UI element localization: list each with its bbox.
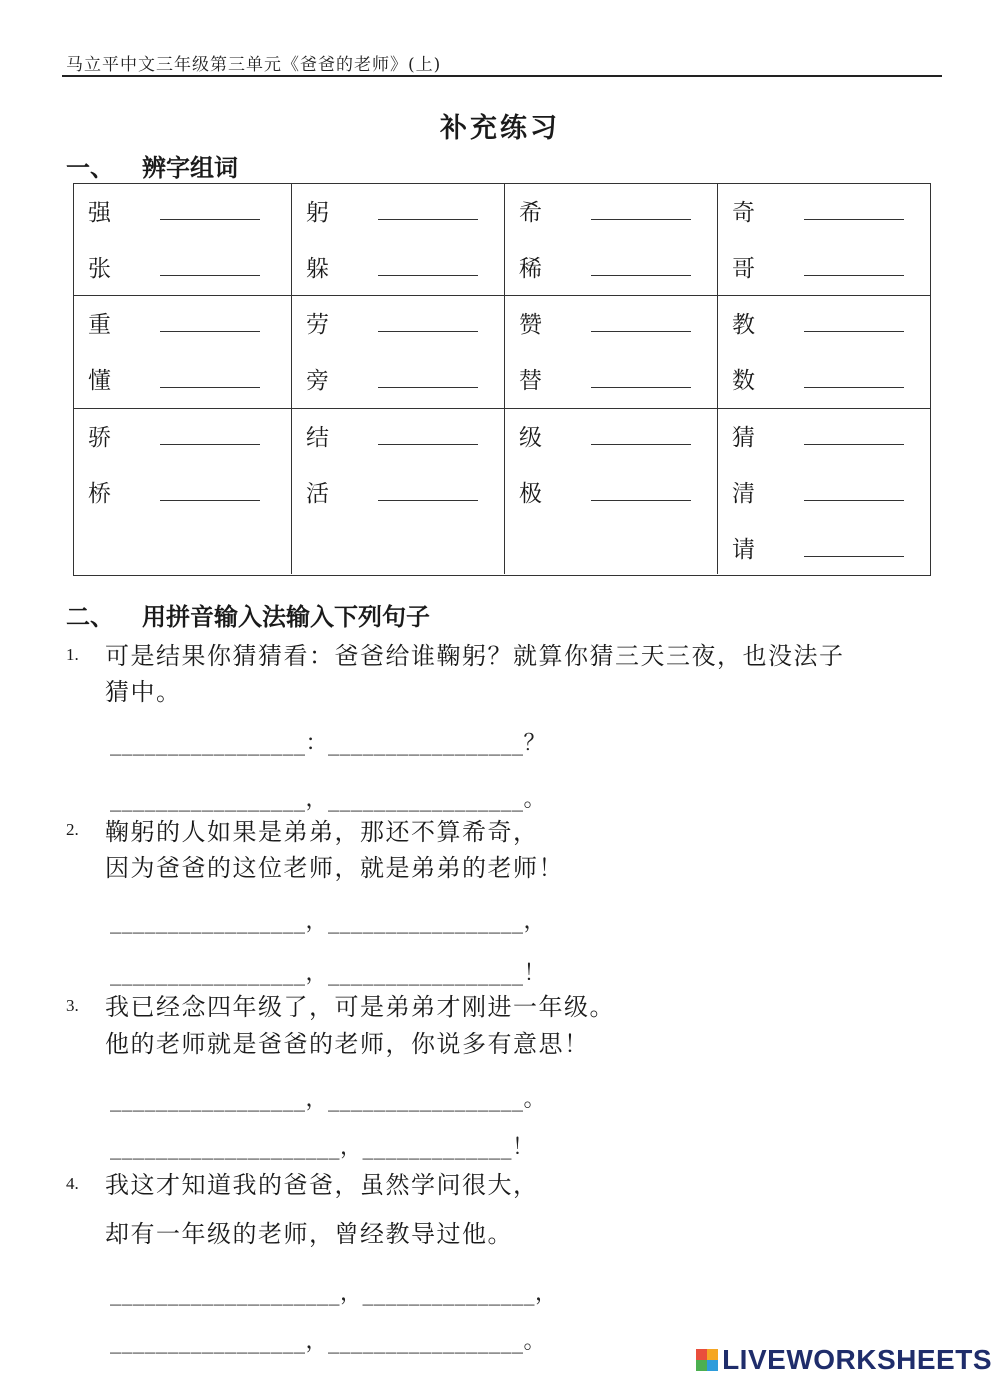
grid-character: 希	[519, 200, 542, 226]
page-title: 补充练习	[440, 113, 560, 144]
grid-character: 赞	[519, 312, 542, 338]
question-4-answer-1[interactable]: ____________________，_______________，	[110, 1281, 558, 1306]
question-1-answer-1[interactable]: _________________：_________________？	[110, 731, 547, 756]
char-pair	[88, 419, 260, 452]
logo-square	[707, 1349, 718, 1360]
grid-cell	[505, 409, 718, 574]
grid-character: 躲	[306, 256, 329, 282]
page-header: 马立平中文三年级第三单元《爸爸的老师》(上)	[66, 55, 442, 75]
grid-row	[74, 184, 930, 296]
grid-character: 重	[88, 312, 111, 338]
char-pair	[732, 306, 904, 339]
section-2-label: 用拼音输入法输入下列句子	[142, 602, 430, 631]
word-blank-input[interactable]	[804, 218, 904, 220]
grid-character: 骄	[88, 425, 111, 451]
char-pair	[732, 362, 904, 395]
grid-character: 猜	[732, 425, 755, 451]
logo-text: LIVEWORKSHEETS	[722, 1344, 992, 1375]
grid-cell	[74, 296, 292, 408]
grid-character: 清	[732, 481, 755, 507]
char-pair	[306, 362, 478, 395]
word-blank-input[interactable]	[378, 386, 478, 388]
question-3-line-1: 我已经念四年级了，可是弟弟才刚进一年级。	[105, 993, 615, 1021]
char-pair	[306, 250, 478, 283]
section-1-number: 一、	[66, 153, 114, 182]
word-blank-input[interactable]	[804, 274, 904, 276]
question-3-answer-2[interactable]: ____________________，_____________！	[110, 1135, 535, 1160]
section-2-title	[66, 597, 430, 632]
word-blank-input[interactable]	[378, 499, 478, 501]
char-pair	[306, 419, 478, 452]
char-pair	[88, 362, 260, 395]
word-blank-input[interactable]	[804, 555, 904, 557]
char-pair	[519, 475, 691, 508]
char-pair	[732, 250, 904, 283]
word-blank-input[interactable]	[160, 330, 260, 332]
word-blank-input[interactable]	[160, 218, 260, 220]
grid-character: 请	[732, 537, 755, 563]
header-divider	[62, 75, 942, 77]
grid-character: 劳	[306, 312, 329, 338]
word-blank-input[interactable]	[804, 443, 904, 445]
grid-cell	[505, 296, 718, 408]
char-pair	[732, 419, 904, 452]
grid-character: 稀	[519, 256, 542, 282]
char-pair	[519, 250, 691, 283]
question-2-line-1: 鞠躬的人如果是弟弟，那还不算希奇，	[105, 818, 539, 846]
grid-cell	[718, 409, 930, 574]
char-pair	[732, 475, 904, 508]
char-pair	[519, 362, 691, 395]
grid-cell	[292, 184, 505, 295]
word-blank-input[interactable]	[804, 386, 904, 388]
grid-character: 级	[519, 425, 542, 451]
question-3-line-2: 他的老师就是爸爸的老师，你说多有意思！	[105, 1030, 590, 1058]
grid-character: 教	[732, 312, 755, 338]
word-blank-input[interactable]	[378, 274, 478, 276]
grid-character: 替	[519, 368, 542, 394]
word-blank-input[interactable]	[160, 274, 260, 276]
word-blank-input[interactable]	[591, 499, 691, 501]
char-pair	[732, 194, 904, 227]
grid-character: 结	[306, 425, 329, 451]
question-4-number: 4.	[66, 1174, 79, 1193]
grid-cell	[292, 296, 505, 408]
char-pair	[306, 306, 478, 339]
question-1-line-2: 猜中。	[105, 678, 182, 706]
char-pair	[88, 306, 260, 339]
logo-square	[707, 1360, 718, 1371]
word-blank-input[interactable]	[160, 499, 260, 501]
logo-square	[696, 1360, 707, 1371]
grid-character: 躬	[306, 200, 329, 226]
grid-row	[74, 409, 930, 574]
liveworksheets-logo[interactable]	[696, 1344, 992, 1376]
grid-character: 张	[88, 256, 111, 282]
word-blank-input[interactable]	[591, 330, 691, 332]
grid-character: 活	[306, 481, 329, 507]
grid-character: 懂	[88, 368, 111, 394]
question-4-line-1: 我这才知道我的爸爸，虽然学问很大，	[105, 1171, 539, 1199]
char-pair	[88, 475, 260, 508]
word-blank-input[interactable]	[160, 386, 260, 388]
grid-character: 强	[88, 200, 111, 226]
question-1-line-1: 可是结果你猜猜看：爸爸给谁鞠躬？就算你猜三天三夜，也没法子	[105, 642, 845, 670]
word-blank-input[interactable]	[804, 499, 904, 501]
section-2-number: 二、	[66, 602, 114, 631]
grid-cell	[292, 409, 505, 574]
section-1-label: 辨字组词	[142, 153, 238, 182]
question-2-answer-2[interactable]: _________________，_________________！	[110, 961, 547, 986]
char-pair	[306, 475, 478, 508]
grid-cell	[505, 184, 718, 295]
char-pair	[519, 306, 691, 339]
question-2-line-2: 因为爸爸的这位老师，就是弟弟的老师！	[105, 854, 564, 882]
grid-cell	[74, 409, 292, 574]
word-blank-input[interactable]	[378, 330, 478, 332]
question-3-number: 3.	[66, 996, 79, 1015]
word-blank-input[interactable]	[160, 443, 260, 445]
grid-cell	[74, 184, 292, 295]
grid-character: 哥	[732, 256, 755, 282]
char-pair	[306, 194, 478, 227]
character-grid	[73, 183, 931, 576]
question-2-number: 2.	[66, 820, 79, 839]
grid-character: 数	[732, 368, 755, 394]
grid-row	[74, 296, 930, 409]
question-1-answer-2[interactable]: _________________，_________________。	[110, 787, 547, 812]
question-4-answer-2[interactable]: _________________，_________________。	[110, 1329, 547, 1354]
word-blank-input[interactable]	[591, 386, 691, 388]
char-pair	[519, 419, 691, 452]
word-blank-input[interactable]	[378, 443, 478, 445]
grid-character: 极	[519, 481, 542, 507]
word-blank-input[interactable]	[591, 274, 691, 276]
char-pair	[519, 194, 691, 227]
word-blank-input[interactable]	[591, 218, 691, 220]
question-3-answer-1[interactable]: _________________，_________________。	[110, 1087, 547, 1112]
char-pair	[88, 250, 260, 283]
question-1-number: 1.	[66, 645, 79, 664]
grid-character: 桥	[88, 481, 111, 507]
char-pair	[732, 531, 904, 564]
grid-cell	[718, 184, 930, 295]
logo-mark-icon	[696, 1349, 718, 1371]
grid-character: 旁	[306, 368, 329, 394]
question-4-line-2: 却有一年级的老师，曾经教导过他。	[105, 1220, 513, 1248]
logo-square	[696, 1349, 707, 1360]
word-blank-input[interactable]	[804, 330, 904, 332]
word-blank-input[interactable]	[378, 218, 478, 220]
char-pair	[88, 194, 260, 227]
grid-character: 奇	[732, 200, 755, 226]
section-1-title	[66, 148, 238, 183]
question-2-answer-1[interactable]: _________________，_________________，	[110, 909, 547, 934]
word-blank-input[interactable]	[591, 443, 691, 445]
grid-cell	[718, 296, 930, 408]
